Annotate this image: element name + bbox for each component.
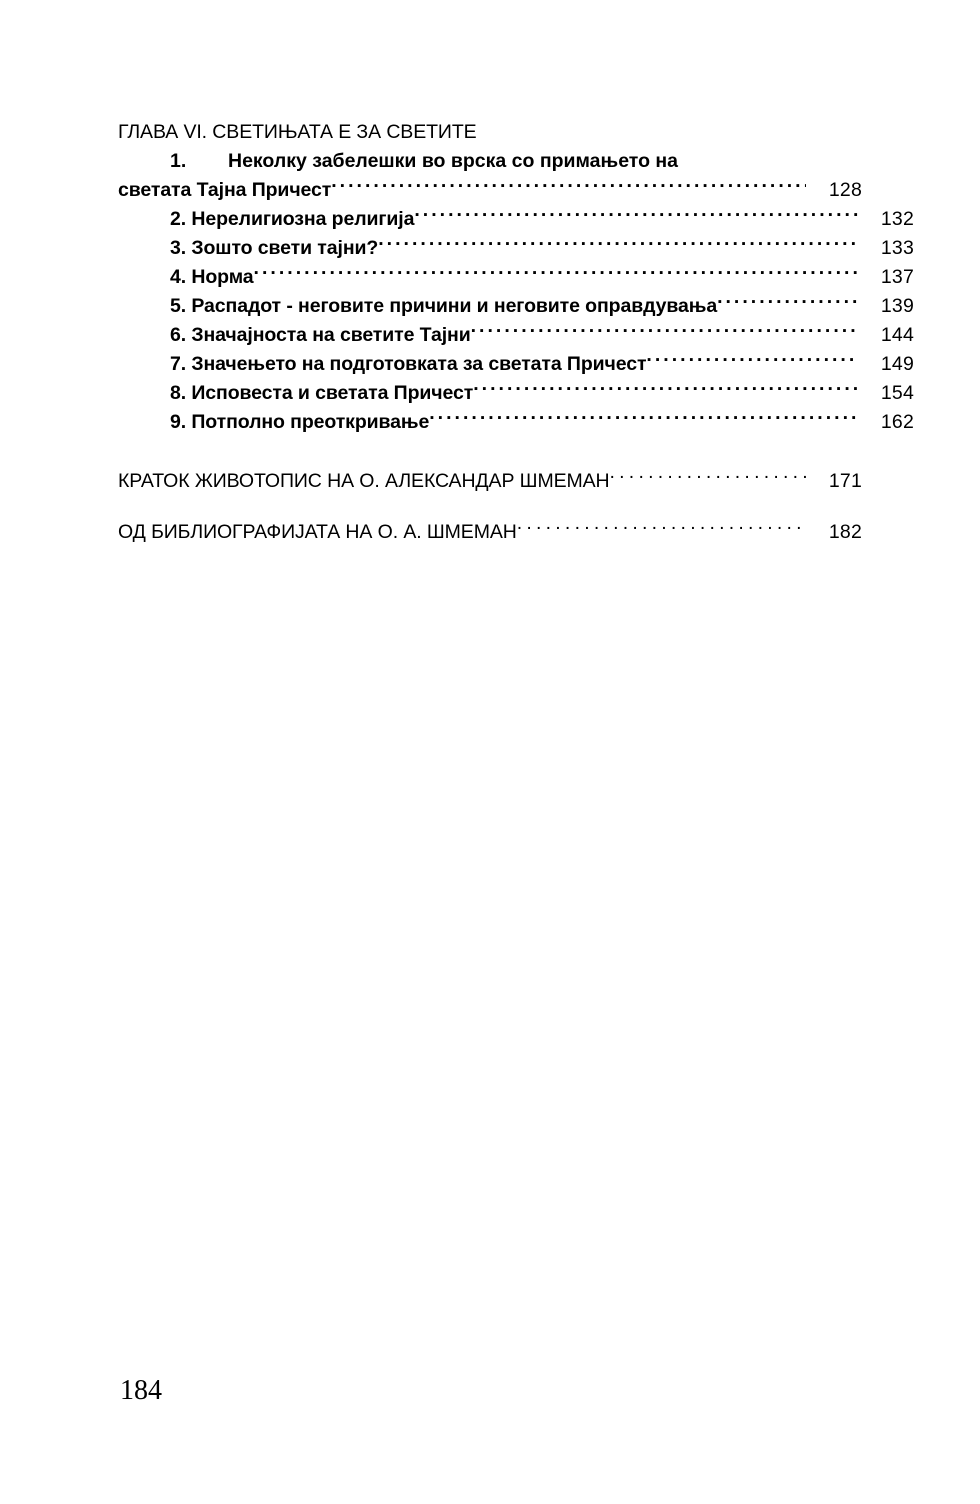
dot-leader: [429, 409, 858, 429]
toc-entry-1-line1: [118, 147, 862, 176]
dot-leader: [254, 264, 858, 284]
toc-entry-2-label: 2. Нерелигиозна религија: [170, 208, 415, 230]
toc-entry-4-page: 137: [880, 266, 914, 288]
dot-leader: [414, 206, 858, 226]
toc-entry-4: [118, 263, 914, 292]
toc-entry-7-label: 7. Значењето на подготовката за светата Причест: [170, 353, 647, 375]
toc-entry-1-line2: [118, 176, 862, 205]
table-of-contents: [118, 118, 914, 547]
toc-entry-5-label: 5. Распадот - неговите причини и неговите оправдувања: [170, 295, 718, 317]
toc-entry-8-label: 8. Исповеста и светата Причест: [170, 382, 474, 404]
chapter-heading: ГЛАВА VI. СВЕТИЊАТА Е ЗА СВЕТИТЕ: [118, 121, 477, 143]
toc-entry-5: [118, 292, 914, 321]
toc-entry-1-number: 1.: [170, 150, 187, 172]
toc-entry-7: [118, 350, 914, 379]
toc-entry-6-page: 144: [880, 324, 914, 346]
toc-entry-6-label: 6. Значајноста на светите Тајни: [170, 324, 471, 346]
toc-entry-9: [118, 408, 914, 437]
dot-leader: [471, 322, 858, 342]
dot-leader: [378, 235, 858, 255]
dot-leader: [646, 351, 858, 371]
page-number-folio: 184: [120, 1375, 162, 1406]
toc-entry-9-page: 162: [880, 411, 914, 433]
toc-section-biography-page: 171: [828, 470, 862, 492]
toc-entry-1-page: 128: [828, 179, 862, 201]
dot-leader: [331, 177, 806, 197]
dot-leader: [717, 293, 858, 313]
toc-entry-7-page: 149: [880, 353, 914, 375]
toc-entry-3-page: 133: [880, 237, 914, 259]
dot-leader: [473, 380, 858, 400]
toc-entry-2: [118, 205, 914, 234]
toc-entry-1-text-cont: светата Тајна Причест: [118, 179, 332, 201]
toc-entry-3: [118, 234, 914, 263]
toc-entry-1-text: Неколку забелешки во врска со примањето на: [228, 150, 679, 172]
dot-leader: [610, 468, 806, 488]
dot-leader: [517, 519, 806, 539]
toc-entry-4-label: 4. Норма: [170, 266, 254, 288]
toc-section-bibliography-label: ОД БИБЛИОГРАФИЈАТА НА О. А. ШМЕМАН: [118, 521, 517, 543]
toc-section-biography: [118, 467, 862, 496]
toc-entry-9-label: 9. Потполно преоткривање: [170, 411, 430, 433]
toc-section-biography-label: КРАТОК ЖИВОТОПИС НА О. АЛЕКСАНДАР ШМЕМАН: [118, 470, 610, 492]
toc-entry-5-page: 139: [880, 295, 914, 317]
toc-entry-8: [118, 379, 914, 408]
section-spacer: [118, 496, 862, 518]
toc-entry-8-page: 154: [880, 382, 914, 404]
toc-entry-2-page: 132: [880, 208, 914, 230]
toc-entry-3-label: 3. Зошто свети тајни?: [170, 237, 379, 259]
section-spacer: [118, 437, 862, 467]
toc-entry-6: [118, 321, 914, 350]
toc-section-bibliography: [118, 518, 862, 547]
toc-section-bibliography-page: 182: [828, 521, 862, 543]
